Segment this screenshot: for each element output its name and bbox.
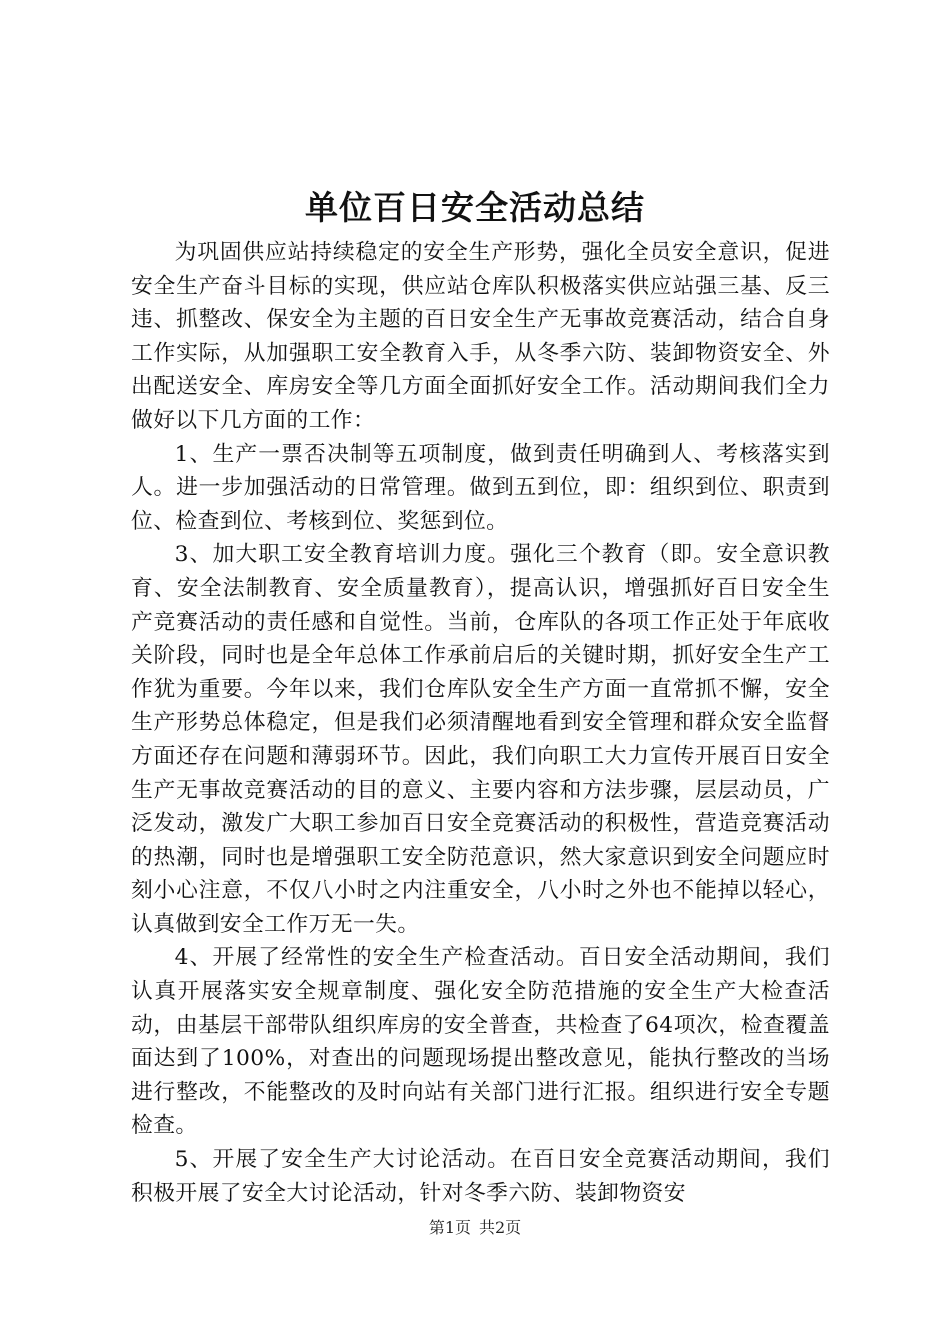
- paragraph-intro: 为巩固供应站持续稳定的安全生产形势，强化全员安全意识，促进安全生产奋斗目标的实现，供应站仓库队积极落实供应站强三基、反三违、抓整改、保安全为主题的百日安全生产无事故竞赛活动，结合自身工作实际，从加强职工安全教育入手，从冬季六防、装卸物资安全、外出配送安全、库房安全等几方面全面抓好安全工作。活动期间我们全力做好以下几方面的工作：: [131, 240, 830, 433]
- page-footer: [0, 1218, 950, 1238]
- document-title: 单位百日安全活动总结: [305, 188, 645, 227]
- page-number: 第1页: [428, 1218, 471, 1237]
- paragraph-item-3: 3、加大职工安全教育培训力度。强化三个教育（即。安全意识教育、安全法制教育、安全质量教育），提高认识，增强抓好百日安全生产竞赛活动的责任感和自觉性。当前，仓库队的各项工作正处于年底收关阶段，同时也是全年总体工作承前启后的关键时期，抓好安全生产工作犹为重要。今年以来，我们仓库队安全生产方面一直常抓不懈，安全生产形势总体稳定，但是我们必须清醒地看到安全管理和群众安全监督方面还存在问题和薄弱环节。因此，我们向职工大力宣传开展百日安全生产无事故竞赛活动的目的意义、主要内容和方法步骤，层层动员，广泛发动，激发广大职工参加百日安全竞赛活动的积极性，营造竞赛活动的热潮，同时也是增强职工安全防范意识，然大家意识到安全问题应时刻小心注意，不仅八小时之内注重安全，八小时之外也不能掉以轻心，认真做到安全工作万无一失。: [131, 542, 830, 937]
- paragraph-item-5: 5、开展了安全生产大讨论活动。在百日安全竞赛活动期间，我们积极开展了安全大讨论活动，针对冬季六防、装卸物资安: [131, 1147, 830, 1206]
- paragraph-item-1: 1、生产一票否决制等五项制度，做到责任明确到人、考核落实到人。进一步加强活动的日常管理。做到五到位，即：组织到位、职责到位、检查到位、考核到位、奖惩到位。: [131, 441, 830, 534]
- page-total: 共2页: [479, 1218, 522, 1237]
- paragraph-item-4: 4、开展了经常性的安全生产检查活动。百日安全活动期间，我们认真开展落实安全规章制度、强化安全防范措施的安全生产大检查活动，由基层干部带队组织库房的安全普查，共检查了64项次，检查覆盖面达到了100%，对查出的问题现场提出整改意见，能执行整改的当场进行整改，不能整改的及时向站有关部门进行汇报。组织进行安全专题检查。: [131, 945, 830, 1139]
- document-body: [131, 236, 830, 1210]
